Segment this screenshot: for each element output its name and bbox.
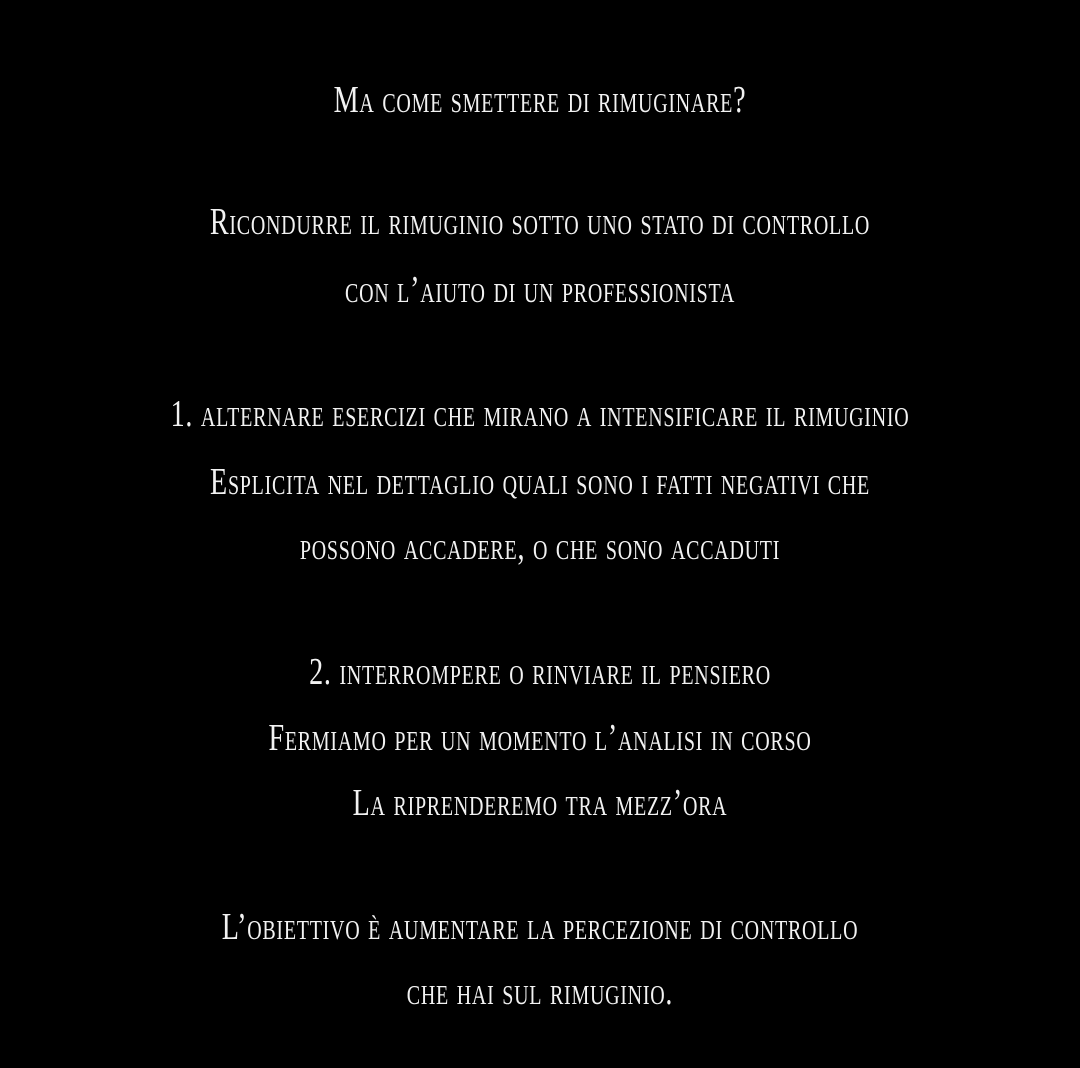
step2-heading: 2. interrompere o rinviare il pensiero: [309, 651, 771, 693]
closing-line-2: che hai sul rimuginio.: [406, 971, 674, 1013]
intro-line-2: con l’aiuto di un professionista: [344, 269, 736, 311]
step1-line-3: possono accadere, o che sono accaduti: [299, 526, 781, 568]
intro-line-1: Ricondurre il rimuginio sotto uno stato di controllo: [209, 201, 871, 243]
title: Ma come smettere di rimuginare?: [333, 79, 747, 121]
closing-line-1: L’obiettivo è aumentare la percezione di controllo: [221, 906, 859, 948]
step2-line-3: La riprenderemo tra mezz’ora: [352, 782, 728, 824]
step1-line-2: Esplicita nel dettaglio quali sono i fatti negativi che: [210, 461, 870, 503]
step1-heading: 1. alternare esercizi che mirano a intensificare il rimuginio: [170, 393, 910, 435]
step2-line-2: Fermiamo per un momento l’analisi in corso: [268, 717, 812, 759]
